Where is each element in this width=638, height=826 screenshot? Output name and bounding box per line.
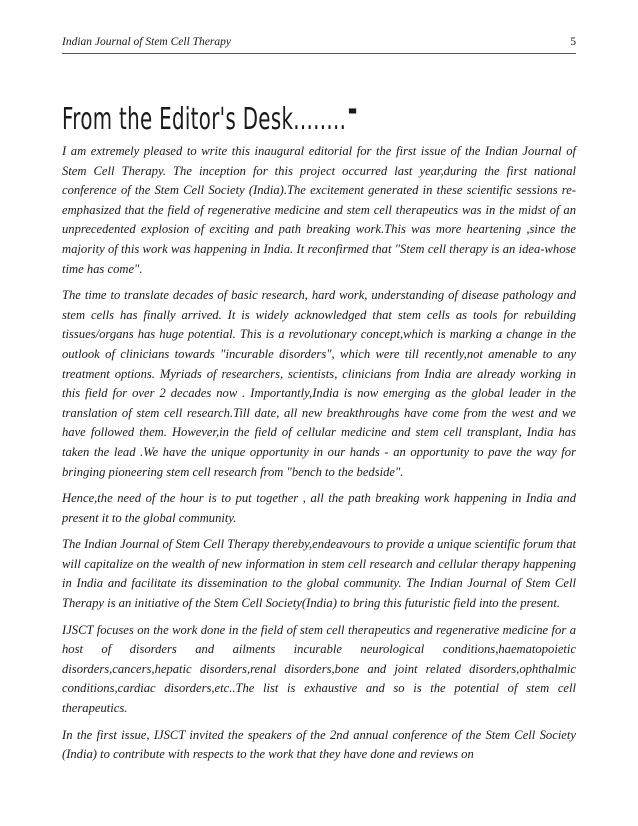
paragraph: The time to translate decades of basic research, hard work, understanding of disease pathology and stem cells has finally arrived. It is widely acknowledged that stem cells as tools for rebuilding tissues/organs has huge potential. This is a revolutionary concept,which is marking a change in the outlook of clinicians towards "incurable disorders", which were till recently,not amenable to any treatment options. Myriads of researchers, scientists, clinicians from India are already working in this field for over 2 decades now . Importantly,India is now emerging as the global leader in the translation of stem cell research.Till date, all new breakthroughs have come from the west and we have followed them. However,in the field of cellular medicine and stem cell transplant, India has taken the lead .We have the unique opportunity in our hands - an opportunity to pave the way for bringing pioneering stem cell research from "bench to the bedside".	[62, 288, 576, 479]
article-body	[62, 142, 576, 765]
paragraph: I am extremely pleased to write this inaugural editorial for the first issue of the Indian Journal of Stem Cell Therapy. The inception for this project occurred last year,during the first national conference of the Stem Cell Society (India).The excitement generated in these scientific sessions re-emphasized that the field of regenerative medicine and stem cell therapeutics was in the midst of an unprecedented explosion of exciting and path breaking work.This was more heartening ,since the majority of this work was happening in India. It reconfirmed that "Stem cell therapy is an idea-whose time has come".	[62, 144, 576, 276]
document-page	[62, 36, 576, 772]
article-title-text: From the Editor's Desk........	[62, 102, 347, 137]
paragraph: Hence,the need of the hour is to put together , all the path breaking work happening in India and present it to the global community.	[62, 491, 576, 525]
journal-name: Indian Journal of Stem Cell Therapy	[62, 36, 231, 48]
article-title	[62, 89, 401, 137]
running-header	[62, 36, 576, 54]
article-title-dash: -	[347, 89, 358, 130]
page-number: 5	[570, 36, 576, 48]
paragraph: In the first issue, IJSCT invited the speakers of the 2nd annual conference of the Stem Cell Society (India) to contribute with respects to the work that they have done and reviews on	[62, 727, 576, 762]
paragraph: IJSCT focuses on the work done in the field of stem cell therapeutics and regenerative medicine for a host of disorders and ailments incurable neurological conditions,haematopoietic disorders,cancers,hepatic disorders,renal disorders,bone and joint related disorders,ophthalmic conditions,cardiac disorders,etc..The list is exhaustive and so is the potential of stem cell therapeutics.	[62, 622, 576, 716]
paragraph: The Indian Journal of Stem Cell Therapy thereby,endeavours to provide a unique scientific forum that will capitalize on the wealth of new information in stem cell research and cellular therapy happening in India and facilitate its dissemination to the global community. The Indian Journal of Stem Cell Therapy is an initiative of the Stem Cell Society(India) to bring this futuristic field into the present.	[62, 537, 576, 611]
